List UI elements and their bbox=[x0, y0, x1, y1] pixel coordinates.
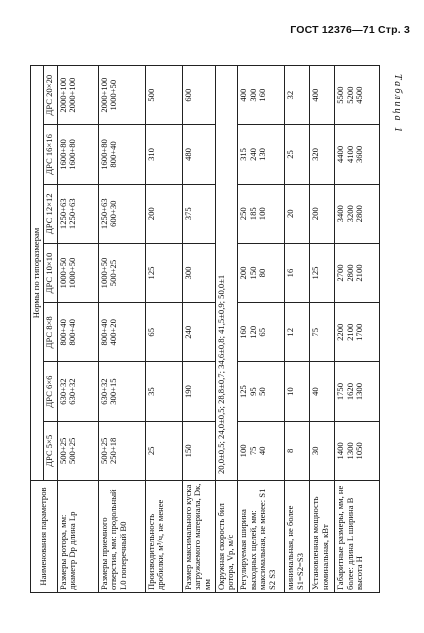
row-param: минимальная, не более S1=S2=S3 bbox=[284, 481, 309, 593]
row-param: Регулируемая ширина выходных щелей, мм: максимальная, не менее: S1 S2 S3 bbox=[237, 481, 284, 593]
cell: 25 bbox=[145, 421, 182, 480]
table-row bbox=[57, 66, 98, 593]
cell: 30 bbox=[309, 421, 334, 480]
cell: 480 bbox=[182, 125, 215, 184]
page-header: ГОСТ 12376—71 Стр. 3 bbox=[290, 24, 410, 36]
col-header: ДРС 5×5 bbox=[43, 421, 57, 480]
cell: 300 bbox=[182, 243, 215, 302]
table-row bbox=[182, 66, 215, 593]
cell: 1750 1620 1300 bbox=[334, 362, 379, 421]
col-header: ДРС 20×20 bbox=[43, 66, 57, 125]
cell: 100 75 40 bbox=[237, 421, 284, 480]
cell: 500+25 500+25 bbox=[57, 421, 98, 480]
row-param: Производительность дробилки, м³/ч, не менее bbox=[145, 481, 182, 593]
cell: 2200 2100 1700 bbox=[334, 303, 379, 362]
row-param: Размер максимального куска загружаемого материала, Dк, мм bbox=[182, 481, 215, 593]
cell: 1600+80 800+40 bbox=[98, 125, 145, 184]
table-row bbox=[309, 66, 334, 593]
cell: 32 bbox=[284, 66, 309, 125]
cell: 200 150 80 bbox=[237, 243, 284, 302]
cell: 310 bbox=[145, 125, 182, 184]
cell: 12 bbox=[284, 303, 309, 362]
col-header: ДРС 10×10 bbox=[43, 243, 57, 302]
cell: 190 bbox=[182, 362, 215, 421]
cell: 1250+63 1250+63 bbox=[57, 184, 98, 243]
cell: 8 bbox=[284, 421, 309, 480]
table-row bbox=[145, 66, 182, 593]
cell: 500+25 250+18 bbox=[98, 421, 145, 480]
cell: 250 185 100 bbox=[237, 184, 284, 243]
cell: 2000+100 1000+50 bbox=[98, 66, 145, 125]
cell: 630+32 300+15 bbox=[98, 362, 145, 421]
col-header: ДРС 16×16 bbox=[43, 125, 57, 184]
cell: 125 bbox=[145, 243, 182, 302]
cell: 1000+50 500+25 bbox=[98, 243, 145, 302]
cell: 500 bbox=[145, 66, 182, 125]
table-row bbox=[98, 66, 145, 593]
row-param: Размеры приемного отверстия, мм: продольный L0 поперечный B0 bbox=[98, 481, 145, 593]
cell: 5500 5200 4500 bbox=[334, 66, 379, 125]
row-param: Габаритные размеры, мм, не более: длина L ширина B высота H bbox=[334, 481, 379, 593]
cell: 400 300 160 bbox=[237, 66, 284, 125]
parameters-table bbox=[30, 65, 380, 593]
norms-header: Нормы по типоразмерам bbox=[31, 66, 44, 481]
cell: 315 240 130 bbox=[237, 125, 284, 184]
table-row bbox=[284, 66, 309, 593]
cell: 10 bbox=[284, 362, 309, 421]
cell: 160 120 65 bbox=[237, 303, 284, 362]
cell: 40 bbox=[309, 362, 334, 421]
cell: 240 bbox=[182, 303, 215, 362]
row-param: Окружная скорость бил ротора, Vр, м/с bbox=[215, 481, 237, 593]
cell: 3400 3200 2800 bbox=[334, 184, 379, 243]
cell: 150 bbox=[182, 421, 215, 480]
cell: 800+40 400+20 bbox=[98, 303, 145, 362]
table-row bbox=[334, 66, 379, 593]
cell: 65 bbox=[145, 303, 182, 362]
cell: 375 bbox=[182, 184, 215, 243]
cell: 4400 4100 3600 bbox=[334, 125, 379, 184]
cell: 20 bbox=[284, 184, 309, 243]
col-header: ДРС 8×8 bbox=[43, 303, 57, 362]
cell: 600 bbox=[182, 66, 215, 125]
row-param: Установленная мощность номинальная, кВт bbox=[309, 481, 334, 593]
col-header: ДРС 6×6 bbox=[43, 362, 57, 421]
cell: 320 bbox=[309, 125, 334, 184]
cell: 1250+63 600+30 bbox=[98, 184, 145, 243]
cell: 1400 1300 1050 bbox=[334, 421, 379, 480]
cell: 35 bbox=[145, 362, 182, 421]
cell: 16 bbox=[284, 243, 309, 302]
table-caption: Таблица 1 bbox=[392, 74, 403, 134]
table-row bbox=[215, 66, 237, 593]
cell: 200 bbox=[145, 184, 182, 243]
cell: 2700 2800 2100 bbox=[334, 243, 379, 302]
rotated-table bbox=[30, 65, 394, 593]
cell: 2000+100 2000+100 bbox=[57, 66, 98, 125]
cell: 200 bbox=[309, 184, 334, 243]
cell: 125 95 50 bbox=[237, 362, 284, 421]
cell: 630+32 630+32 bbox=[57, 362, 98, 421]
table-row bbox=[237, 66, 284, 593]
cell: 1600+80 1600+80 bbox=[57, 125, 98, 184]
cell: 1000+50 1000+50 bbox=[57, 243, 98, 302]
speed-span-cell: 20,0±0,5; 24,0±0,5; 28,8±0,7; 34,6±0,8; 41,5±0,9; 50,0±1 bbox=[215, 66, 237, 481]
cell: 125 bbox=[309, 243, 334, 302]
row-param: Размеры ротора, мм: диаметр Dр длина Lр bbox=[57, 481, 98, 593]
cell: 25 bbox=[284, 125, 309, 184]
col-header: ДРС 12×12 bbox=[43, 184, 57, 243]
cell: 800+40 800+40 bbox=[57, 303, 98, 362]
cell: 400 bbox=[309, 66, 334, 125]
cell: 75 bbox=[309, 303, 334, 362]
param-column-header: Наименования параметров bbox=[31, 481, 58, 593]
